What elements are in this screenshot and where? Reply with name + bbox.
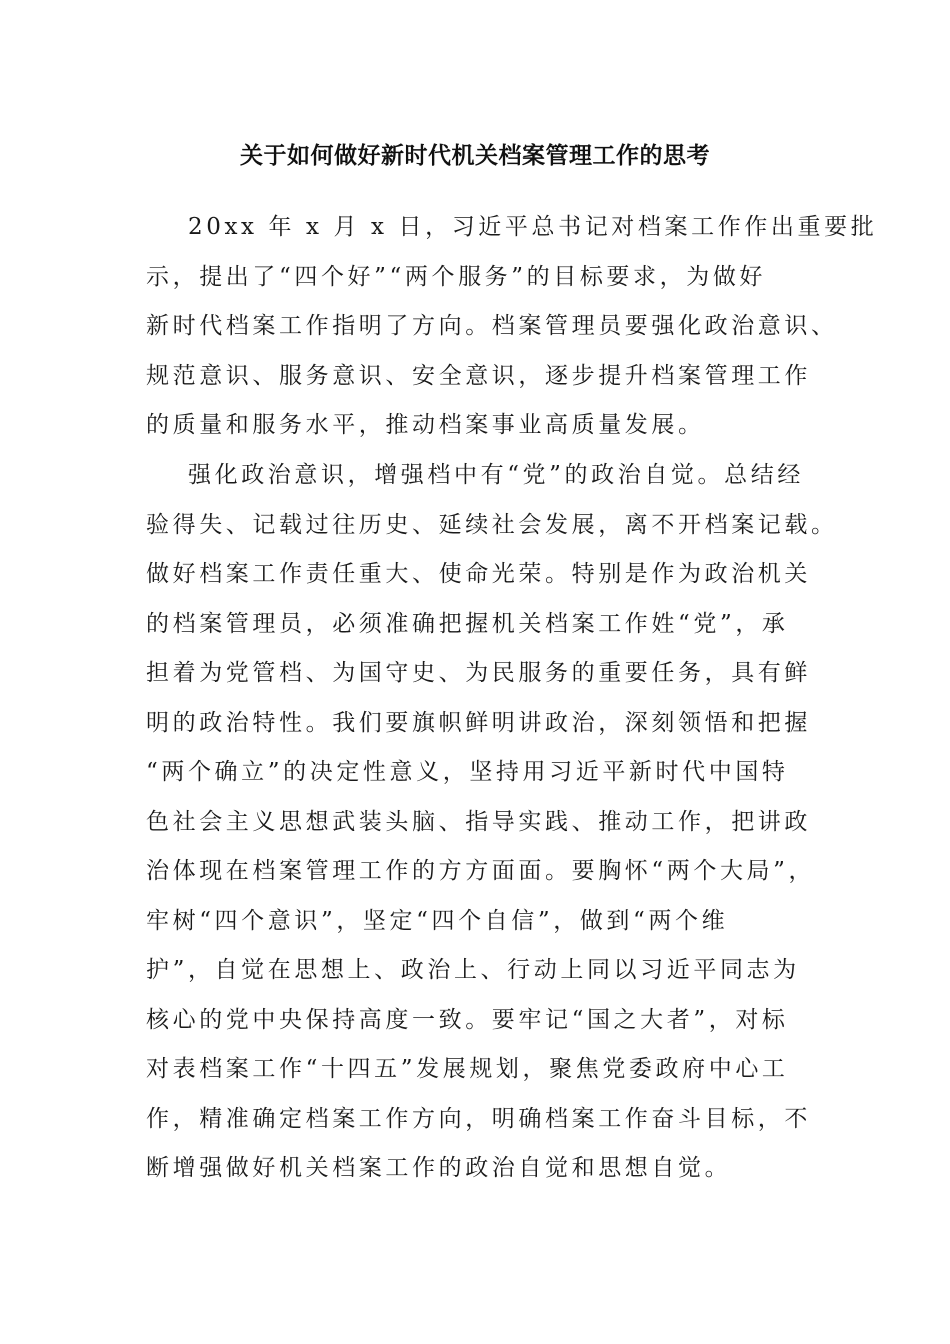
paragraph-2-line: 护”，自觉在思想上、政治上、行动上同以习近平同志为 bbox=[146, 957, 800, 983]
paragraph-1 bbox=[146, 203, 878, 451]
paragraph-2-line: 明的政治特性。我们要旗帜鲜明讲政治，深刻领悟和把握 bbox=[146, 709, 811, 736]
paragraph-2-line: 作，精准确定档案工作方向，明确档案工作奋斗目标，不 bbox=[146, 1105, 811, 1132]
paragraph-1-line: 新时代档案工作指明了方向。档案管理员要强化政治意识、 bbox=[146, 313, 838, 339]
paragraph-2-line: 的档案管理员，必须准确把握机关档案工作姓“党”，承 bbox=[146, 610, 789, 637]
paragraph-2-line: 对表档案工作“十四五”发展规划，聚焦党委政府中心工 bbox=[146, 1056, 789, 1082]
paragraph-1-line: 的质量和服务水平，推动档案事业高质量发展。 bbox=[146, 412, 705, 438]
paragraph-2-line: 治体现在档案管理工作的方方面面。要胸怀“两个大局”， bbox=[146, 858, 816, 884]
paragraph-2-line: 强化政治意识，增强档中有“党”的政治自觉。总结经 bbox=[188, 462, 804, 488]
paragraph-2-line: 断增强做好机关档案工作的政治自觉和思想自觉。 bbox=[146, 1155, 732, 1181]
paragraph-1-line: 规范意识、服务意识、安全意识，逐步提升档案管理工作 bbox=[146, 362, 811, 389]
document-title: 关于如何做好新时代机关档案管理工作的思考 bbox=[240, 142, 710, 169]
paragraph-2-line: 做好档案工作责任重大、使命光荣。特别是作为政治机关 bbox=[146, 561, 811, 587]
paragraph-2-line: 牢树“四个意识”，坚定“四个自信”，做到“两个维 bbox=[146, 907, 729, 934]
paragraph-2-line: 担着为党管档、为国守史、为民服务的重要任务，具有鲜 bbox=[146, 660, 811, 686]
paragraph-2 bbox=[146, 451, 838, 1194]
paragraph-1-line: 示，提出了“四个好”“两个服务”的目标要求，为做好 bbox=[146, 263, 767, 290]
paragraph-2-line: “两个确立”的决定性意义，坚持用习近平新时代中国特 bbox=[146, 759, 789, 785]
paragraph-2-line: 核心的党中央保持高度一致。要牢记“国之大者”，对标 bbox=[146, 1006, 789, 1033]
paragraph-1-line: 20xx 年 x 月 x 日，习近平总书记对档案工作作出重要批 bbox=[188, 214, 878, 240]
paragraph-2-line: 色社会主义思想武装头脑、指导实践、推动工作，把讲政 bbox=[146, 808, 811, 835]
paragraph-2-line: 验得失、记载过往历史、延续社会发展，离不开档案记载。 bbox=[146, 511, 838, 538]
